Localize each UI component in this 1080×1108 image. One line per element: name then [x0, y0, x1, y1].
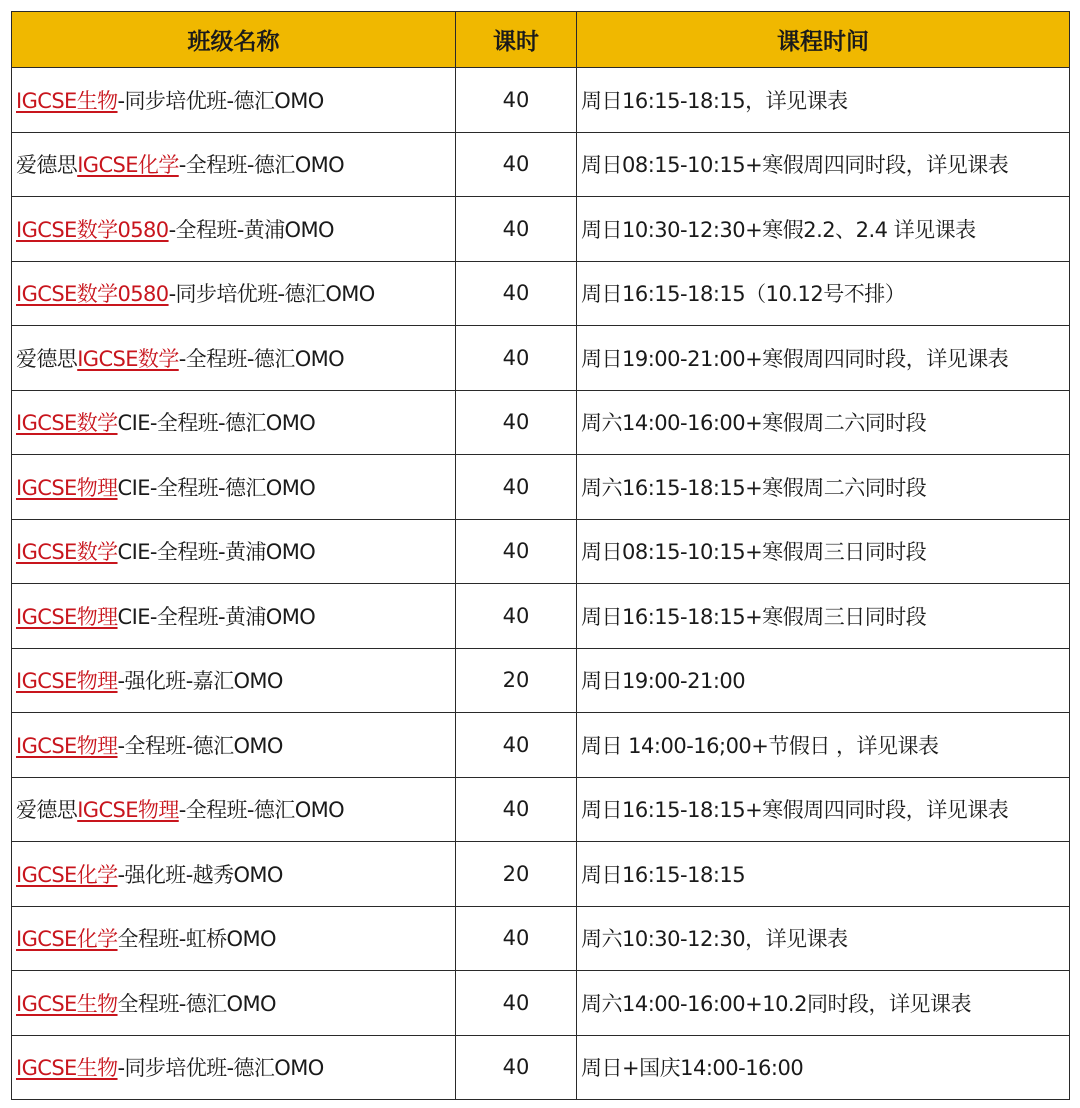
class-name-cell	[12, 390, 456, 455]
subject-link[interactable]: IGCSE物理	[16, 733, 118, 758]
table-row	[12, 519, 1070, 584]
table-row	[12, 713, 1070, 778]
class-name-suffix: -同步培优班-德汇OMO	[168, 282, 375, 307]
class-name-cell	[12, 584, 456, 649]
subject-link[interactable]: IGCSE生物	[16, 1056, 118, 1081]
class-name-cell	[12, 842, 456, 907]
table-row	[12, 197, 1070, 262]
table-row	[12, 1035, 1070, 1100]
table-row	[12, 455, 1070, 520]
subject-link[interactable]: IGCSE化学	[77, 153, 179, 178]
hours-cell: 40	[456, 906, 577, 971]
table-row	[12, 68, 1070, 133]
class-name-cell	[12, 197, 456, 262]
class-name-cell	[12, 132, 456, 197]
class-name-suffix: CIE-全程班-德汇OMO	[117, 475, 316, 500]
subject-link[interactable]: IGCSE数学0580	[16, 282, 169, 307]
class-name-suffix: -同步培优班-德汇OMO	[117, 88, 324, 113]
subject-link[interactable]: IGCSE物理	[77, 798, 179, 823]
table-body	[12, 68, 1070, 1100]
table-row	[12, 132, 1070, 197]
class-name-prefix: 爱德思	[16, 798, 78, 823]
schedule-cell: 周日19:00-21:00	[577, 648, 1070, 713]
column-header-schedule: 课程时间	[577, 12, 1070, 68]
class-name-suffix: CIE-全程班-黄浦OMO	[117, 604, 316, 629]
subject-link[interactable]: IGCSE物理	[16, 669, 118, 694]
table-row	[12, 261, 1070, 326]
class-name-suffix: -强化班-越秀OMO	[117, 862, 283, 887]
hours-cell: 40	[456, 1035, 577, 1100]
class-name-cell	[12, 519, 456, 584]
class-name-cell	[12, 971, 456, 1036]
class-name-cell	[12, 777, 456, 842]
hours-cell: 40	[456, 971, 577, 1036]
class-name-prefix: 爱德思	[16, 346, 78, 371]
class-name-suffix: -同步培优班-德汇OMO	[117, 1056, 324, 1081]
class-name-cell	[12, 648, 456, 713]
column-header-class-name: 班级名称	[12, 12, 456, 68]
class-name-suffix: 全程班-虹桥OMO	[117, 927, 276, 952]
subject-link[interactable]: IGCSE生物	[16, 88, 118, 113]
table-row	[12, 906, 1070, 971]
table-row	[12, 326, 1070, 391]
hours-cell: 40	[456, 713, 577, 778]
schedule-cell: 周日10:30-12:30+寒假2.2、2.4 详见课表	[577, 197, 1070, 262]
hours-cell: 40	[456, 519, 577, 584]
schedule-cell: 周日 14:00-16;00+节假日 ，详见课表	[577, 713, 1070, 778]
schedule-cell: 周六16:15-18:15+寒假周二六同时段	[577, 455, 1070, 520]
table-row	[12, 584, 1070, 649]
hours-cell: 20	[456, 648, 577, 713]
class-name-cell	[12, 455, 456, 520]
class-name-suffix: -全程班-德汇OMO	[178, 346, 345, 371]
class-name-cell	[12, 906, 456, 971]
class-name-suffix: CIE-全程班-黄浦OMO	[117, 540, 316, 565]
schedule-cell: 周日19:00-21:00+寒假周四同时段，详见课表	[577, 326, 1070, 391]
class-name-cell	[12, 326, 456, 391]
subject-link[interactable]: IGCSE数学	[77, 346, 179, 371]
hours-cell: 40	[456, 132, 577, 197]
schedule-cell: 周六14:00-16:00+10.2同时段，详见课表	[577, 971, 1070, 1036]
column-header-hours: 课时	[456, 12, 577, 68]
table-header-row	[12, 12, 1070, 68]
schedule-cell: 周六14:00-16:00+寒假周二六同时段	[577, 390, 1070, 455]
class-schedule-table	[11, 11, 1070, 1100]
table-row	[12, 648, 1070, 713]
class-name-suffix: -全程班-德汇OMO	[117, 733, 283, 758]
subject-link[interactable]: IGCSE数学0580	[16, 217, 169, 242]
subject-link[interactable]: IGCSE生物	[16, 991, 118, 1016]
class-name-cell	[12, 1035, 456, 1100]
subject-link[interactable]: IGCSE物理	[16, 604, 118, 629]
table-row	[12, 777, 1070, 842]
schedule-cell: 周日16:15-18:15	[577, 842, 1070, 907]
schedule-cell: 周日16:15-18:15+寒假周三日同时段	[577, 584, 1070, 649]
class-name-cell	[12, 261, 456, 326]
subject-link[interactable]: IGCSE数学	[16, 540, 118, 565]
hours-cell: 40	[456, 68, 577, 133]
hours-cell: 40	[456, 584, 577, 649]
class-name-suffix: -全程班-德汇OMO	[178, 798, 345, 823]
table-row	[12, 842, 1070, 907]
subject-link[interactable]: IGCSE物理	[16, 475, 118, 500]
schedule-cell: 周六10:30-12:30，详见课表	[577, 906, 1070, 971]
class-name-suffix: -强化班-嘉汇OMO	[117, 669, 283, 694]
class-name-cell	[12, 68, 456, 133]
schedule-cell: 周日16:15-18:15，详见课表	[577, 68, 1070, 133]
schedule-cell: 周日08:15-10:15+寒假周三日同时段	[577, 519, 1070, 584]
hours-cell: 40	[456, 326, 577, 391]
class-name-suffix: -全程班-德汇OMO	[178, 153, 345, 178]
class-name-prefix: 爱德思	[16, 153, 78, 178]
subject-link[interactable]: IGCSE化学	[16, 862, 118, 887]
schedule-cell: 周日+国庆14:00-16:00	[577, 1035, 1070, 1100]
hours-cell: 40	[456, 777, 577, 842]
subject-link[interactable]: IGCSE化学	[16, 927, 118, 952]
class-name-suffix: -全程班-黄浦OMO	[168, 217, 334, 242]
schedule-cell: 周日08:15-10:15+寒假周四同时段，详见课表	[577, 132, 1070, 197]
class-name-cell	[12, 713, 456, 778]
table-row	[12, 390, 1070, 455]
table-row	[12, 971, 1070, 1036]
class-name-suffix: CIE-全程班-德汇OMO	[117, 411, 316, 436]
hours-cell: 20	[456, 842, 577, 907]
hours-cell: 40	[456, 261, 577, 326]
subject-link[interactable]: IGCSE数学	[16, 411, 118, 436]
schedule-cell: 周日16:15-18:15+寒假周四同时段，详见课表	[577, 777, 1070, 842]
hours-cell: 40	[456, 197, 577, 262]
hours-cell: 40	[456, 390, 577, 455]
hours-cell: 40	[456, 455, 577, 520]
class-name-suffix: 全程班-德汇OMO	[117, 991, 276, 1016]
schedule-cell: 周日16:15-18:15（10.12号不排）	[577, 261, 1070, 326]
